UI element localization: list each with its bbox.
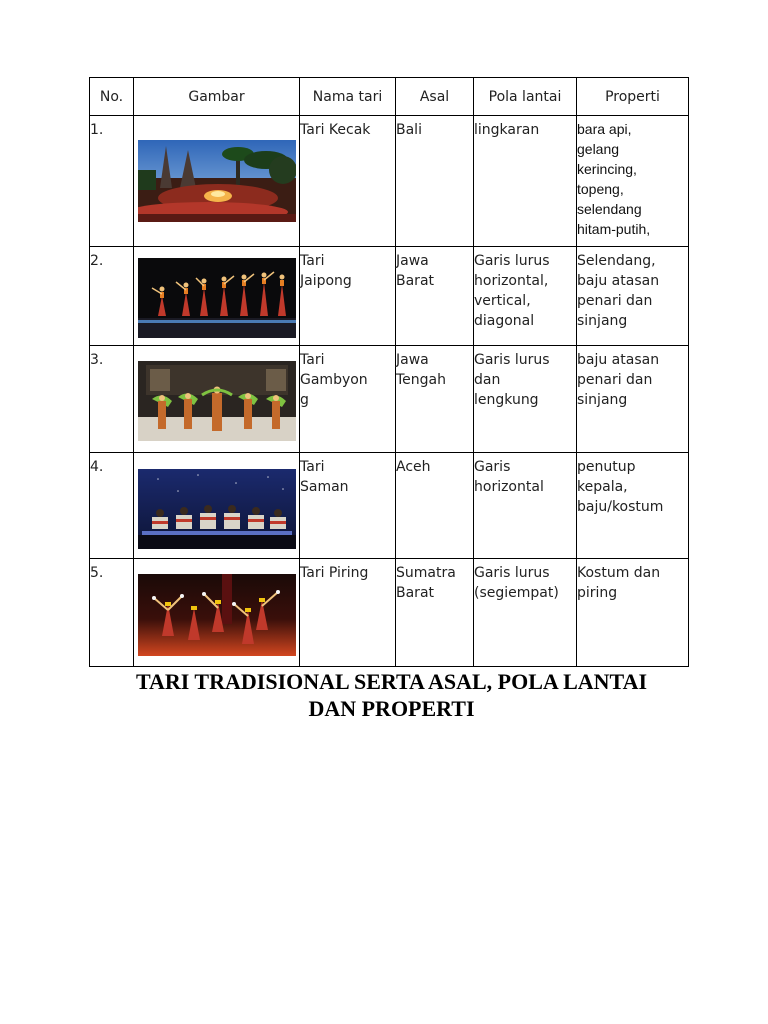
header-image: Gambar bbox=[134, 78, 300, 116]
header-floor-pattern: Pola lantai bbox=[474, 78, 577, 116]
piring-dance-photo bbox=[138, 574, 296, 656]
gambyong-dance-photo bbox=[138, 361, 296, 441]
table-row bbox=[90, 346, 689, 453]
dance-photo-cell bbox=[134, 453, 300, 559]
table-row bbox=[90, 116, 689, 247]
dance-props: baju atasan penari dan sinjang bbox=[577, 346, 689, 453]
table-row bbox=[90, 453, 689, 559]
dance-props: penutup kepala, baju/kostum bbox=[577, 453, 689, 559]
dance-origin: Aceh bbox=[396, 453, 474, 559]
header-name: Nama tari bbox=[300, 78, 396, 116]
table-caption bbox=[89, 668, 694, 722]
dance-name: Tari Piring bbox=[300, 559, 396, 667]
caption-line-2: DAN PROPERTI bbox=[308, 696, 475, 721]
saman-dance-photo bbox=[138, 469, 296, 549]
dance-name: Tari Kecak bbox=[300, 116, 396, 247]
caption-line-1: TARI TRADISIONAL SERTA ASAL, POLA LANTAI bbox=[135, 669, 648, 694]
row-number: 3. bbox=[90, 346, 134, 453]
header-no: No. bbox=[90, 78, 134, 116]
header-origin: Asal bbox=[396, 78, 474, 116]
kecak-dance-photo bbox=[138, 140, 296, 222]
dance-photo-cell bbox=[134, 346, 300, 453]
dance-photo-cell bbox=[134, 116, 300, 247]
dance-name: Tari Saman bbox=[300, 453, 396, 559]
dance-floor-pattern: Garis lurus dan lengkung bbox=[474, 346, 577, 453]
dance-props: Kostum dan piring bbox=[577, 559, 689, 667]
dance-props: Selendang, baju atasan penari dan sinjang bbox=[577, 247, 689, 346]
dance-photo-cell bbox=[134, 559, 300, 667]
dance-origin: Jawa Tengah bbox=[396, 346, 474, 453]
dance-origin: Sumatra Barat bbox=[396, 559, 474, 667]
dance-floor-pattern: Garis lurus horizontal, vertical, diagonal bbox=[474, 247, 577, 346]
dance-origin: Jawa Barat bbox=[396, 247, 474, 346]
dance-name: Tari Jaipong bbox=[300, 247, 396, 346]
header-props: Properti bbox=[577, 78, 689, 116]
dance-floor-pattern: lingkaran bbox=[474, 116, 577, 247]
dance-props: bara api, gelang kerincing, topeng, selendang hitam-putih, bbox=[577, 116, 689, 247]
dance-photo-cell bbox=[134, 247, 300, 346]
dance-floor-pattern: Garis horizontal bbox=[474, 453, 577, 559]
row-number: 2. bbox=[90, 247, 134, 346]
dance-table bbox=[89, 77, 689, 667]
table-row bbox=[90, 559, 689, 667]
row-number: 5. bbox=[90, 559, 134, 667]
table-row bbox=[90, 247, 689, 346]
dance-name: Tari Gambyon g bbox=[300, 346, 396, 453]
row-number: 4. bbox=[90, 453, 134, 559]
dance-floor-pattern: Garis lurus (segiempat) bbox=[474, 559, 577, 667]
table-header-row bbox=[90, 78, 689, 116]
jaipong-dance-photo bbox=[138, 258, 296, 338]
row-number: 1. bbox=[90, 116, 134, 247]
dance-origin: Bali bbox=[396, 116, 474, 247]
